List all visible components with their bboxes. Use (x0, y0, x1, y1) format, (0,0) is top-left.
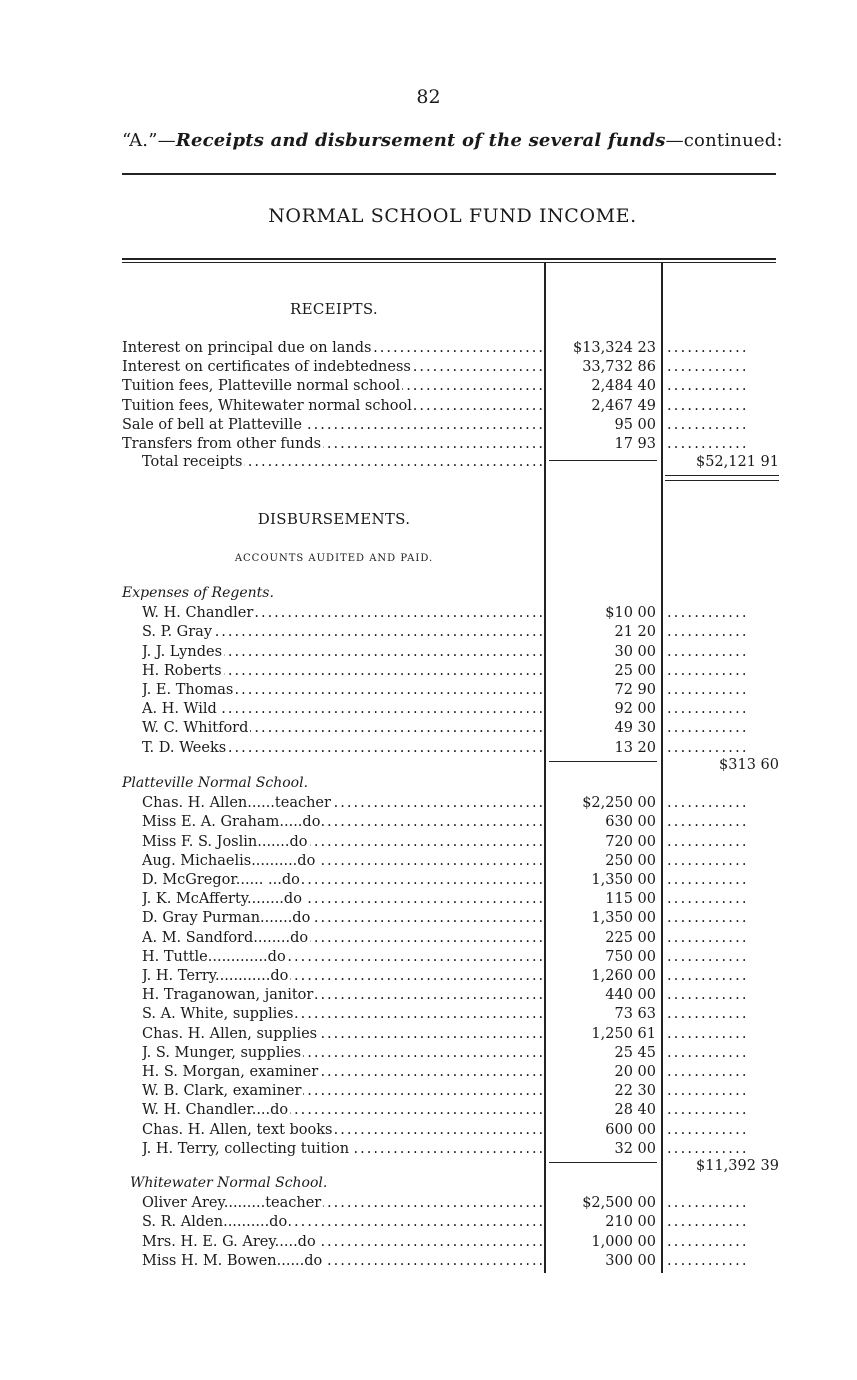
disbursement-item-leader-dots: ............ (667, 968, 749, 984)
disbursement-item-leader-dots: ............ (667, 643, 749, 660)
disbursement-item-row (0, 1063, 857, 1082)
receipt-item-row (0, 377, 857, 396)
disbursement-item-label: Miss E. A. Graham.....do ..... (142, 813, 542, 832)
disbursement-item-leader-dots: ............ (667, 910, 749, 927)
disbursement-item-leader-dots: ............ (667, 833, 749, 850)
disbursement-item-label: J. S. Munger, supplies ..... (142, 1044, 542, 1063)
group-label: Expenses of Regents. (122, 585, 274, 601)
receipt-item-amount: 2,467 49 (591, 397, 656, 414)
group-label: Platteville Normal School. (122, 775, 309, 791)
disbursement-item-label: H. Roberts ..... (142, 662, 542, 681)
disbursement-item-label: Mrs. H. E. G. Arey.....do ..... (142, 1233, 542, 1252)
disbursement-item-amount: 1,350 00 (591, 910, 656, 927)
table-top-rule (122, 258, 776, 260)
disbursement-item-amount: 300 00 (605, 1252, 656, 1269)
disbursement-item-leader-dots: ............ (667, 814, 749, 831)
total-double-rule (665, 475, 779, 476)
disbursement-item-amount: 25 00 (614, 662, 656, 679)
disbursement-item-amount: 1,350 00 (591, 872, 656, 888)
disbursement-item-leader-dots: ............ (667, 1006, 749, 1023)
disbursement-item-label: S. R. Alden..........do ..... (142, 1213, 542, 1232)
disbursement-item-leader-dots: ............ (667, 1121, 749, 1138)
disbursement-item-label: J. J. Lyndes ..... (142, 643, 542, 662)
disbursement-item-amount: 115 00 (605, 891, 656, 908)
disbursement-item-row (0, 719, 857, 738)
disbursement-item-amount: 22 30 (614, 1083, 656, 1100)
disbursement-item-leader-dots: ............ (667, 872, 749, 888)
disbursement-item-row (0, 1121, 857, 1140)
group-subtotal-row (0, 1157, 857, 1176)
disbursement-item-amount: 21 20 (614, 624, 656, 641)
disbursement-item-row (0, 700, 857, 719)
disbursement-item-row (0, 1082, 857, 1101)
disbursement-item-amount: 1,000 00 (591, 1233, 656, 1250)
disbursement-item-amount: 25 45 (614, 1044, 656, 1061)
disbursement-item-amount: 210 00 (605, 1214, 656, 1231)
disbursement-item-leader-dots: ............ (667, 1233, 749, 1250)
disbursement-item-row (0, 871, 857, 890)
disbursement-item-label: J. H. Terry............do ..... (142, 967, 542, 986)
receipt-item-amount: 95 00 (614, 416, 656, 433)
disbursement-item-amount: 720 00 (605, 833, 656, 850)
receipt-item-amount: 17 93 (614, 436, 656, 452)
disbursement-item-row (0, 623, 857, 642)
receipt-item-row (0, 358, 857, 377)
disbursement-item-row (0, 681, 857, 700)
disbursement-item-row (0, 1025, 857, 1044)
disbursement-item-leader-dots: ............ (667, 1102, 749, 1119)
disbursement-item-label: S. P. Gray ..... (142, 623, 542, 642)
disbursement-item-amount: 1,260 00 (591, 968, 656, 984)
disbursement-item-row (0, 852, 857, 871)
disbursement-item-amount: $2,500 00 (582, 1195, 656, 1212)
disbursement-item-row (0, 967, 857, 986)
disbursement-item-label: W. B. Clark, examiner ..... (142, 1082, 542, 1101)
disbursement-item-leader-dots: ............ (667, 682, 749, 698)
disbursement-item-label: H. Traganowan, janitor ..... (142, 986, 542, 1005)
disbursement-item-label: T. D. Weeks ..... (142, 739, 542, 758)
disbursement-item-row (0, 1044, 857, 1063)
disbursement-item-row (0, 909, 857, 928)
receipt-item-label: Tuition fees, Whitewater normal school ..... (122, 397, 542, 416)
disbursement-item-amount: 32 00 (614, 1140, 656, 1157)
total-receipts-row (0, 453, 857, 472)
disbursement-item-row (0, 643, 857, 662)
disbursement-item-row (0, 986, 857, 1005)
receipt-item-label: Interest on certificates of indebtedness ..... (122, 358, 542, 377)
disbursement-item-leader-dots: ............ (667, 701, 749, 718)
disbursement-item-leader-dots: ............ (667, 1214, 749, 1231)
disbursement-item-leader-dots: ............ (667, 1044, 749, 1061)
disbursement-item-label: Chas. H. Allen......teacher ..... (142, 794, 542, 813)
disbursement-item-row (0, 929, 857, 948)
receipt-item-leader-dots: ............ (667, 359, 749, 376)
receipt-item-leader-dots: ............ (667, 340, 749, 356)
disbursement-item-amount: 92 00 (614, 701, 656, 718)
heading-prefix: “A.”— (122, 130, 176, 151)
group-subtotal-amount: $11,392 39 (695, 1158, 779, 1174)
total-double-rule-2 (665, 480, 779, 481)
disbursement-item-leader-dots: ............ (667, 1140, 749, 1157)
disbursement-item-amount: 20 00 (614, 1064, 656, 1080)
disbursement-item-leader-dots: ............ (667, 624, 749, 641)
receipts-title: RECEIPTS. (290, 300, 378, 318)
heading-rule (122, 173, 776, 175)
disbursement-item-amount: 440 00 (605, 987, 656, 1004)
disbursement-item-leader-dots: ............ (667, 929, 749, 946)
disbursement-item-leader-dots: ............ (667, 720, 749, 737)
disbursement-item-label: W. H. Chandler ..... (142, 604, 542, 623)
disbursement-item-amount: 250 00 (605, 852, 656, 869)
group-subtotal-amount: $313 60 (719, 756, 779, 773)
heading-suffix: —continued: (665, 130, 783, 151)
receipt-item-leader-dots: ............ (667, 397, 749, 414)
disbursement-item-leader-dots: ............ (667, 605, 749, 622)
disbursement-item-label: W. C. Whitford ..... (142, 719, 542, 738)
disbursement-item-row (0, 794, 857, 813)
receipt-item-amount: $13,324 23 (572, 340, 656, 356)
disbursement-item-amount: 13 20 (614, 739, 656, 756)
disbursement-item-label: J. H. Terry, collecting tuition ..... (142, 1140, 542, 1159)
disbursement-item-leader-dots: ............ (667, 1252, 749, 1269)
disbursement-item-row (0, 1140, 857, 1159)
disbursement-item-amount: 600 00 (605, 1121, 656, 1138)
receipt-item-row (0, 435, 857, 454)
receipt-item-amount: 33,732 86 (582, 359, 656, 376)
receipt-item-row (0, 339, 857, 358)
disbursement-item-leader-dots: ............ (667, 1195, 749, 1212)
disbursement-item-row (0, 1101, 857, 1120)
disbursement-item-row (0, 833, 857, 852)
disbursement-item-amount: 49 30 (614, 720, 656, 737)
disbursement-item-label: J. E. Thomas ..... (142, 681, 542, 700)
disbursement-item-amount: 72 90 (614, 682, 656, 698)
disbursement-item-row (0, 1005, 857, 1024)
total-receipts-label: Total receipts ..... (142, 453, 544, 472)
receipt-item-label: Interest on principal due on lands ..... (122, 339, 542, 358)
receipt-item-amount: 2,484 40 (591, 378, 656, 395)
disbursement-item-row (0, 890, 857, 909)
disbursement-item-label: Aug. Michaelis..........do ..... (142, 852, 542, 871)
disbursement-item-row (0, 1213, 857, 1232)
disbursement-item-row (0, 813, 857, 832)
disbursement-item-row (0, 604, 857, 623)
receipt-item-leader-dots: ............ (667, 378, 749, 395)
disbursement-item-label: Miss F. S. Joslin.......do ..... (142, 833, 542, 852)
disbursement-item-label: A. H. Wild ..... (142, 700, 542, 719)
receipt-item-leader-dots: ............ (667, 436, 749, 452)
disbursements-title: DISBURSEMENTS. (257, 510, 411, 528)
disbursement-item-leader-dots: ............ (667, 795, 749, 812)
disbursement-item-leader-dots: ............ (667, 662, 749, 679)
disbursement-item-amount: 73 63 (614, 1006, 656, 1023)
receipt-item-label: Transfers from other funds ..... (122, 435, 542, 454)
disbursement-item-label: A. M. Sandford........do ..... (142, 929, 542, 948)
disbursement-item-row (0, 662, 857, 681)
disbursement-item-leader-dots: ............ (667, 987, 749, 1004)
total-receipts-amount: $52,121 91 (695, 454, 779, 470)
disbursement-item-amount: 225 00 (605, 929, 656, 946)
receipt-item-label: Tuition fees, Platteville normal school ..... (122, 377, 542, 396)
heading-italic: Receipts and disbursement of the several funds (175, 130, 666, 151)
disbursement-item-row (0, 1252, 857, 1271)
disbursement-item-row (0, 1194, 857, 1213)
group-subtotal-row (0, 756, 857, 775)
disbursement-item-label: H. S. Morgan, examiner ..... (142, 1063, 542, 1082)
disbursement-item-label: S. A. White, supplies ..... (142, 1005, 542, 1024)
receipt-item-label: Sale of bell at Platteville ..... (122, 416, 542, 435)
disbursement-item-label: Chas. H. Allen, text books ..... (142, 1121, 542, 1140)
disbursement-item-leader-dots: ............ (667, 1025, 749, 1042)
disbursement-item-label: D. Gray Purman.......do ..... (142, 909, 542, 928)
disbursement-item-amount: 1,250 61 (591, 1025, 656, 1042)
disbursement-item-label: Oliver Arey.........teacher ..... (142, 1194, 542, 1213)
disbursement-item-label: Chas. H. Allen, supplies ..... (142, 1025, 542, 1044)
page-number: 82 (416, 86, 441, 108)
disbursement-item-row (0, 948, 857, 967)
disbursement-item-amount: $2,250 00 (582, 795, 656, 812)
disbursement-item-leader-dots: ............ (667, 1083, 749, 1100)
disbursement-item-label: D. McGregor...... ...do ..... (142, 871, 542, 890)
receipt-item-row (0, 416, 857, 435)
disbursement-item-leader-dots: ............ (667, 1064, 749, 1080)
group-label: Whitewater Normal School. (130, 1175, 328, 1191)
receipt-item-row (0, 397, 857, 416)
disbursement-item-label: Miss H. M. Bowen......do ..... (142, 1252, 542, 1271)
disbursement-item-label: W. H. Chandler....do ..... (142, 1101, 542, 1120)
disbursement-item-amount: $10 00 (605, 605, 656, 622)
disbursement-item-amount: 30 00 (614, 643, 656, 660)
disbursement-item-leader-dots: ............ (667, 852, 749, 869)
disbursement-item-amount: 28 40 (614, 1102, 656, 1119)
disbursement-item-leader-dots: ............ (667, 891, 749, 908)
disbursement-item-amount: 630 00 (605, 814, 656, 831)
disbursement-item-row (0, 1233, 857, 1252)
disbursement-item-leader-dots: ............ (667, 948, 749, 965)
table-top-rule-2 (122, 262, 776, 263)
disbursements-subtitle: ACCOUNTS AUDITED AND PAID. (234, 553, 434, 564)
disbursement-item-label: J. K. McAfferty........do ..... (142, 890, 542, 909)
disbursement-item-leader-dots: ............ (667, 739, 749, 756)
receipt-item-leader-dots: ............ (667, 416, 749, 433)
disbursement-item-amount: 750 00 (605, 948, 656, 965)
fund-title: NORMAL SCHOOL FUND INCOME. (268, 205, 637, 227)
page-heading (122, 130, 782, 151)
disbursement-item-row (0, 739, 857, 758)
disbursement-item-label: H. Tuttle.............do ..... (142, 948, 542, 967)
